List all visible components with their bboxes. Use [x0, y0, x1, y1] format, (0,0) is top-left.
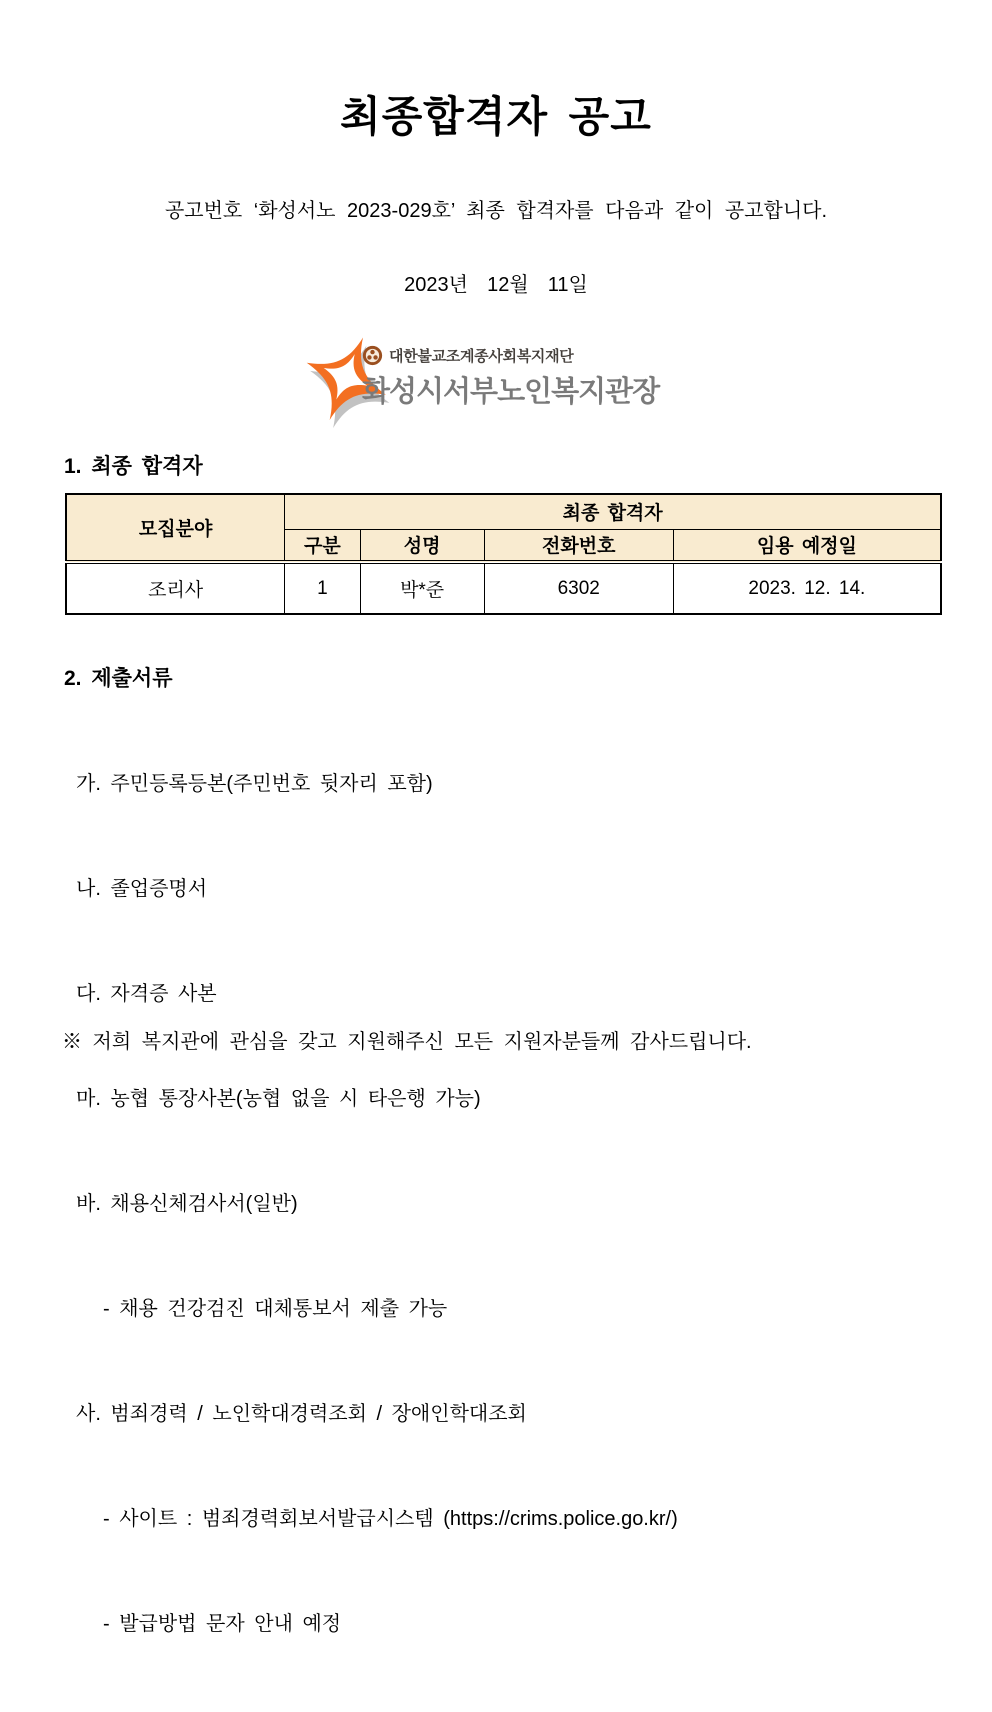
foundation-name: 대한불교조계종사회복지재단 [389, 348, 574, 365]
col-header-appointment-date: 임용 예정일 [673, 529, 941, 562]
col-header-final-pass-group: 최종 합격자 [285, 494, 941, 529]
list-item: 다. 자격증 사본 [76, 983, 217, 1005]
thank-you-note: ※ 저희 복지관에 관심을 갖고 지원해주신 모든 지원자분들께 감사드립니다. [62, 1031, 752, 1053]
cell-recruit-field: 조리사 [66, 562, 285, 614]
col-header-name: 성명 [360, 529, 484, 562]
logo-text-block [362, 336, 659, 410]
list-subitem: - 사이트 : 범죄경력회보서발급시스템 (https://crims.police.go.kr/) [103, 1508, 678, 1530]
col-header-phone: 전화번호 [484, 529, 673, 562]
organization-name: 화성시서부노인복지관장 [362, 376, 660, 408]
list-item: 바. 채용신체검사서(일반) [76, 1193, 298, 1215]
section-heading-documents: 2. 제출서류 [64, 667, 173, 690]
list-item: 나. 졸업증명서 [76, 878, 208, 900]
page-title: 최종합격자 공고 [340, 93, 652, 140]
list-item: 마. 농협 통장사본(농협 없을 시 타은행 가능) [76, 1088, 481, 1110]
col-header-recruit-field: 모집분야 [66, 494, 285, 562]
submission-documents-list [76, 697, 678, 1712]
list-item: 사. 범죄경력 / 노인학대경력조회 / 장애인학대조회 [76, 1403, 527, 1425]
announcement-sentence: 공고번호 ‘화성서노 2023-029호’ 최종 합격자를 다음과 같이 공고합니다. [164, 200, 828, 222]
section-heading-final-pass: 1. 최종 합격자 [64, 455, 203, 478]
cell-name: 박*준 [360, 562, 484, 614]
col-header-gubun: 구분 [285, 529, 360, 562]
table-row [66, 562, 941, 614]
list-subitem: - 발급방법 문자 안내 예정 [103, 1613, 342, 1635]
table-header-row-group [66, 494, 941, 529]
cell-phone: 6302 [484, 562, 673, 614]
list-subitem: - 채용 건강검진 대체통보서 제출 가능 [103, 1298, 448, 1320]
jogye-emblem-icon [362, 345, 383, 366]
announcement-date: 2023년 12월 11일 [404, 274, 588, 296]
list-item: 가. 주민등록등본(주민번호 뒷자리 포함) [76, 773, 433, 795]
final-pass-table [65, 493, 942, 615]
cell-appointment-date: 2023. 12. 14. [673, 562, 941, 614]
organization-logo [299, 336, 659, 425]
cell-gubun: 1 [285, 562, 360, 614]
